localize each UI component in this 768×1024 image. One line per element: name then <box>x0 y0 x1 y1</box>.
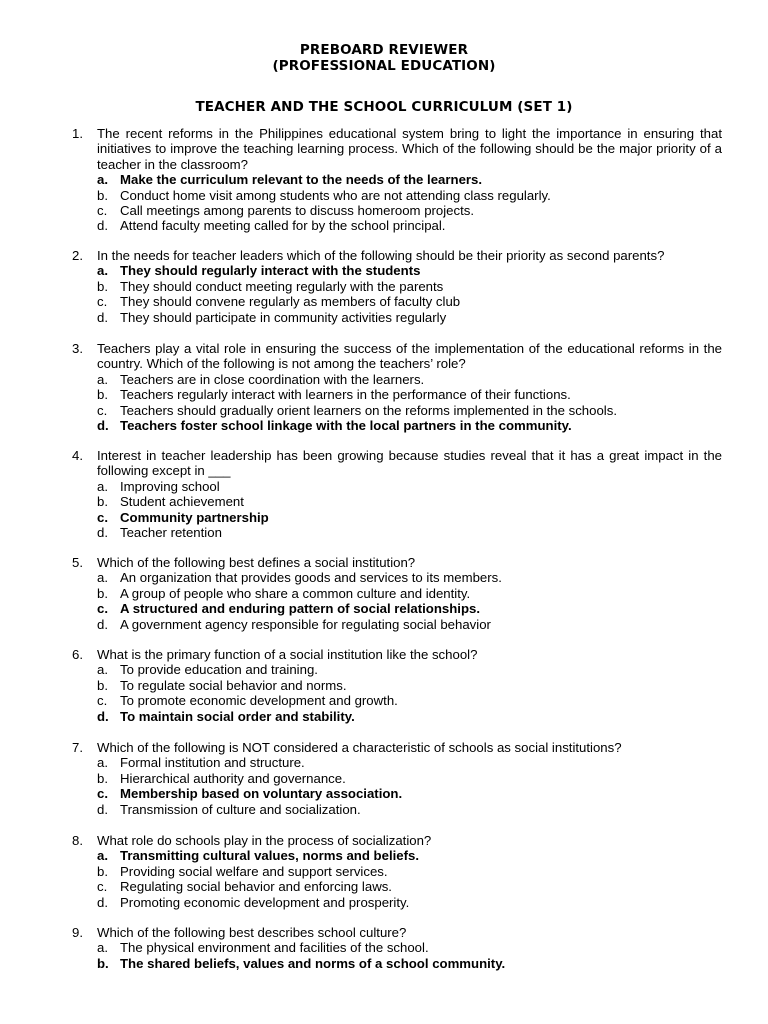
choice-text: Make the curriculum relevant to the needs of the learners. <box>120 172 483 188</box>
choice-text: Improving school <box>120 478 220 494</box>
choice-letter: a. <box>97 371 108 387</box>
answer-choice-correct <box>0 709 768 724</box>
question-number: 8. <box>72 833 83 848</box>
choice-text: The physical environment and facilities of the school. <box>120 940 429 956</box>
choice-letter: c. <box>97 786 108 802</box>
choice-letter: d. <box>97 309 108 325</box>
choice-text: To maintain social order and stability. <box>120 708 355 724</box>
choice-letter: b. <box>97 387 108 403</box>
choice-text: To regulate social behavior and norms. <box>120 677 347 693</box>
choice-text: Call meetings among parents to discuss homeroom projects. <box>120 203 475 218</box>
answer-choice <box>0 586 768 601</box>
choice-text: Student achievement <box>120 494 244 510</box>
choice-text: Transmission of culture and socialization. <box>120 801 361 817</box>
answer-choice <box>0 372 768 387</box>
choice-letter: d. <box>97 616 108 632</box>
choice-letter: d. <box>97 708 109 724</box>
choice-text: Conduct home visit among students who are not attending class regularly. <box>120 187 551 203</box>
choice-text: A government agency responsible for regulating social behavior <box>120 616 491 632</box>
choice-text: They should participate in community activities regularly <box>120 309 447 325</box>
choice-letter: b. <box>97 187 108 203</box>
choice-letter: b. <box>97 585 108 601</box>
answer-choice <box>0 771 768 786</box>
question-number: 3. <box>72 341 83 356</box>
choice-text: They should convene regularly as members of faculty club <box>120 294 461 310</box>
choice-letter: a. <box>97 478 108 494</box>
question-number: 7. <box>72 740 83 755</box>
choice-text: Formal institution and structure. <box>120 755 305 771</box>
answer-choice <box>0 525 768 540</box>
choice-letter: b. <box>97 677 108 693</box>
answer-choice <box>0 617 768 632</box>
question-text: In the needs for teacher leaders which of the following should be their priority as second parents? <box>97 248 665 263</box>
question-number: 9. <box>72 925 83 940</box>
answer-choice <box>0 203 768 218</box>
answer-choice <box>0 864 768 879</box>
question-text: What is the primary function of a social institution like the school? <box>97 647 478 662</box>
choice-letter: d. <box>97 525 108 540</box>
choice-text: Promoting economic development and prosperity. <box>120 894 410 910</box>
choice-letter: c. <box>97 693 108 709</box>
choice-letter: b. <box>97 955 109 971</box>
choice-text: Regulating social behavior and enforcing laws. <box>120 879 392 895</box>
choice-letter: a. <box>97 848 108 864</box>
choice-text: Community partnership <box>120 509 269 525</box>
answer-choice <box>0 802 768 817</box>
choice-letter: c. <box>97 294 108 310</box>
choice-letter: b. <box>97 770 108 786</box>
choice-text: Providing social welfare and support services. <box>120 863 388 879</box>
answer-choice <box>0 879 768 894</box>
answer-choice-correct <box>0 956 768 971</box>
answer-choice <box>0 755 768 770</box>
choice-letter: b. <box>97 863 108 879</box>
choice-letter: d. <box>97 894 108 910</box>
answer-choice <box>0 693 768 708</box>
question-text: Which of the following best defines a social institution? <box>97 555 416 570</box>
answer-choice-correct <box>0 510 768 525</box>
choice-text: Teachers regularly interact with learners in the performance of their functions. <box>120 387 571 403</box>
question-number: 4. <box>72 448 83 463</box>
answer-choice <box>0 895 768 910</box>
question-text: Interest in teacher leadership has been growing because studies reveal that it has a great impact in the following except in ___ <box>97 448 722 479</box>
choice-text: Teachers are in close coordination with the learners. <box>120 371 425 387</box>
choice-letter: c. <box>97 509 108 525</box>
choice-letter: c. <box>97 203 108 218</box>
answer-choice <box>0 403 768 418</box>
answer-choice <box>0 188 768 203</box>
question-number: 6. <box>72 647 83 662</box>
choice-text: Hierarchical authority and governance. <box>120 770 346 786</box>
choice-letter: a. <box>97 940 108 956</box>
answer-choice <box>0 494 768 509</box>
choice-letter: a. <box>97 662 108 678</box>
answer-choice-correct <box>0 418 768 433</box>
question-number: 5. <box>72 555 83 570</box>
answer-choice <box>0 218 768 233</box>
choice-letter: d. <box>97 418 109 433</box>
choice-letter: c. <box>97 879 108 895</box>
answer-choice <box>0 940 768 955</box>
choice-text: Attend faculty meeting called for by the school principal. <box>120 218 446 234</box>
choice-letter: a. <box>97 263 108 279</box>
question-text: Which of the following is NOT considered a characteristic of schools as social institutions? <box>97 740 622 755</box>
answer-choice <box>0 678 768 693</box>
choice-text: To promote economic development and growth. <box>120 693 398 709</box>
choice-letter: c. <box>97 402 108 418</box>
answer-choice-correct <box>0 786 768 801</box>
choice-text: They should regularly interact with the students <box>120 263 421 279</box>
choice-text: They should conduct meeting regularly with the parents <box>120 278 444 294</box>
answer-choice <box>0 662 768 677</box>
question-text: What role do schools play in the process of socialization? <box>97 833 432 848</box>
question-number: 1. <box>72 126 83 141</box>
document-subtitle: (PROFESSIONAL EDUCATION) <box>272 58 496 74</box>
answer-choice-correct <box>0 848 768 863</box>
answer-choice <box>0 279 768 294</box>
document-title: PREBOARD REVIEWER <box>299 42 469 58</box>
question-text: Teachers play a vital role in ensuring the success of the implementation of the educational reforms in the country. Which of the following is not among the teachers’ role? <box>97 341 722 372</box>
question-text: Which of the following best describes school culture? <box>97 925 407 940</box>
answer-choice <box>0 310 768 325</box>
choice-text: Teacher retention <box>120 525 222 540</box>
choice-text: A group of people who share a common culture and identity. <box>120 585 471 601</box>
choice-text: A structured and enduring pattern of social relationships. <box>120 601 481 617</box>
question-number: 2. <box>72 248 83 263</box>
choice-letter: a. <box>97 570 108 586</box>
answer-choice-correct <box>0 172 768 187</box>
choice-letter: a. <box>97 172 108 188</box>
answer-choice-correct <box>0 601 768 616</box>
choice-letter: d. <box>97 218 108 234</box>
choice-text: Teachers should gradually orient learners on the reforms implemented in the schools. <box>120 402 617 418</box>
answer-choice-correct <box>0 263 768 278</box>
choice-text: An organization that provides goods and services to its members. <box>120 570 502 586</box>
choice-letter: a. <box>97 755 108 771</box>
section-title: TEACHER AND THE SCHOOL CURRICULUM (SET 1) <box>195 99 573 115</box>
choice-text: To provide education and training. <box>120 662 318 678</box>
answer-choice <box>0 294 768 309</box>
question-text: The recent reforms in the Philippines educational system bring to light the importance in ensuring that initiatives to improve the teaching learning process. Which of the following should be the major priority of a teacher in the classroom? <box>97 126 722 172</box>
answer-choice <box>0 570 768 585</box>
choice-text: Transmitting cultural values, norms and beliefs. <box>120 848 419 864</box>
answer-choice <box>0 387 768 402</box>
choice-letter: c. <box>97 601 108 617</box>
choice-text: Teachers foster school linkage with the local partners in the community. <box>120 418 572 433</box>
choice-letter: d. <box>97 801 108 817</box>
choice-letter: b. <box>97 278 108 294</box>
choice-text: Membership based on voluntary association. <box>120 786 403 802</box>
choice-letter: b. <box>97 494 108 510</box>
choice-text: The shared beliefs, values and norms of a school community. <box>120 955 506 971</box>
answer-choice <box>0 479 768 494</box>
